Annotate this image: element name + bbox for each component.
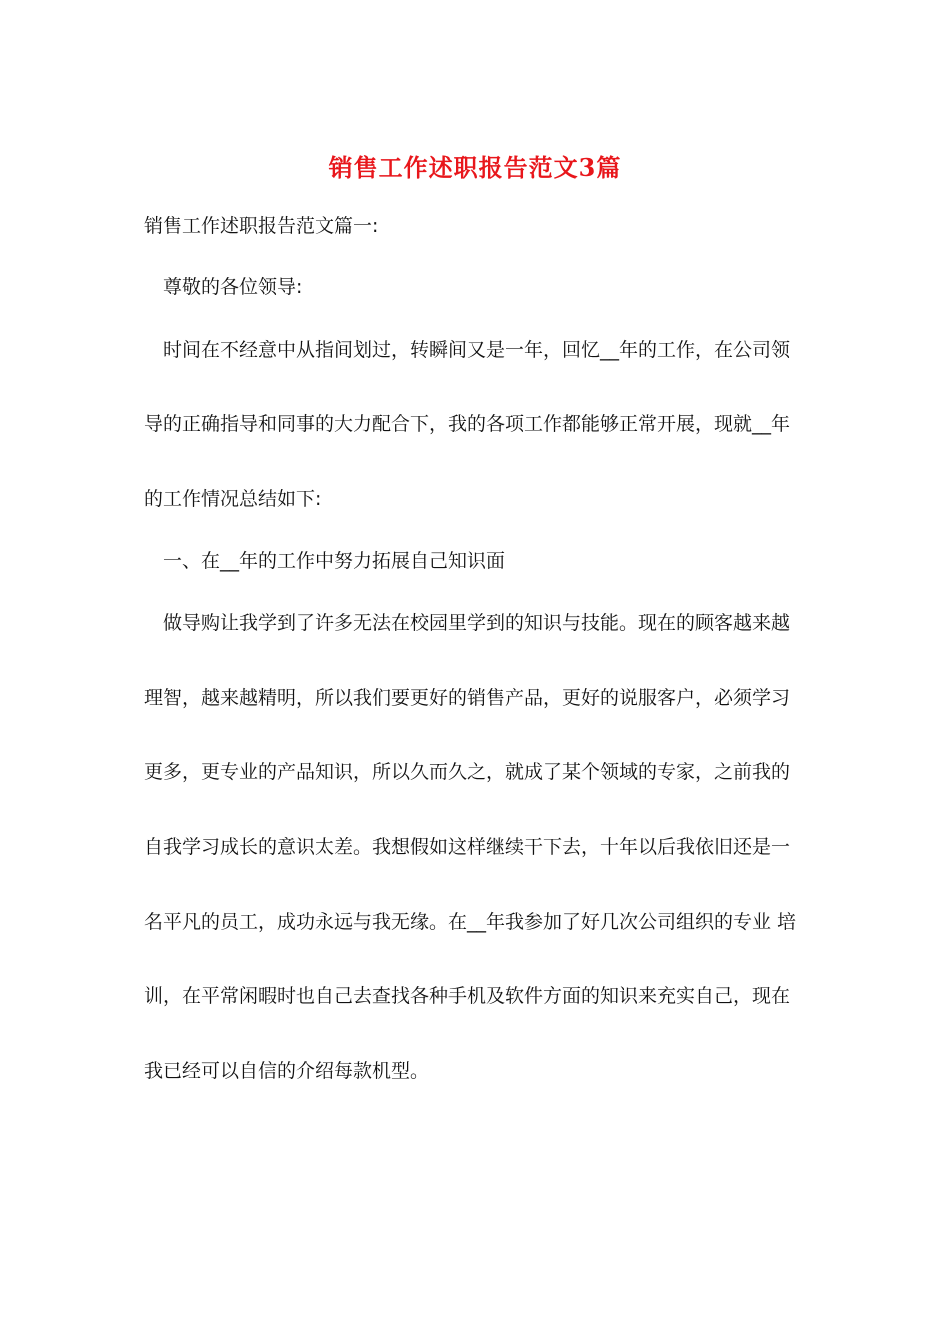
section-heading: 销售工作述职报告范文篇一:: [144, 215, 379, 237]
paragraph-line: 名平凡的员工，成功永远与我无缘。在__年我参加了好几次公司组织的专业 培: [144, 911, 797, 933]
paragraph-line: 我已经可以自信的介绍每款机型。: [144, 1060, 430, 1082]
subsection-heading: 一、在__年的工作中努力拓展自己知识面: [144, 550, 506, 572]
paragraph-line: 时间在不经意中从指间划过，转瞬间又是一年，回忆__年的工作，在公司领: [144, 339, 791, 361]
paragraph-line: 导的正确指导和同事的大力配合下，我的各项工作都能够正常开展，现就__年: [144, 413, 791, 435]
paragraph-line: 理智，越来越精明，所以我们要更好的销售产品，更好的说服客户，必须学习: [144, 687, 791, 709]
document-title: 销售工作述职报告范文3篇: [328, 153, 622, 182]
paragraph-line: 的工作情况总结如下:: [144, 488, 322, 510]
salutation: 尊敬的各位领导:: [144, 276, 303, 298]
paragraph-line: 自我学习成长的意识太差。我想假如这样继续干下去，十年以后我依旧还是一: [144, 836, 791, 858]
paragraph-line: 做导购让我学到了许多无法在校园里学到的知识与技能。现在的顾客越来越: [144, 612, 791, 634]
paragraph-line: 训，在平常闲暇时也自己去查找各种手机及软件方面的知识来充实自己，现在: [144, 985, 791, 1007]
paragraph-line: 更多，更专业的产品知识，所以久而久之，就成了某个领域的专家，之前我的: [144, 761, 791, 783]
